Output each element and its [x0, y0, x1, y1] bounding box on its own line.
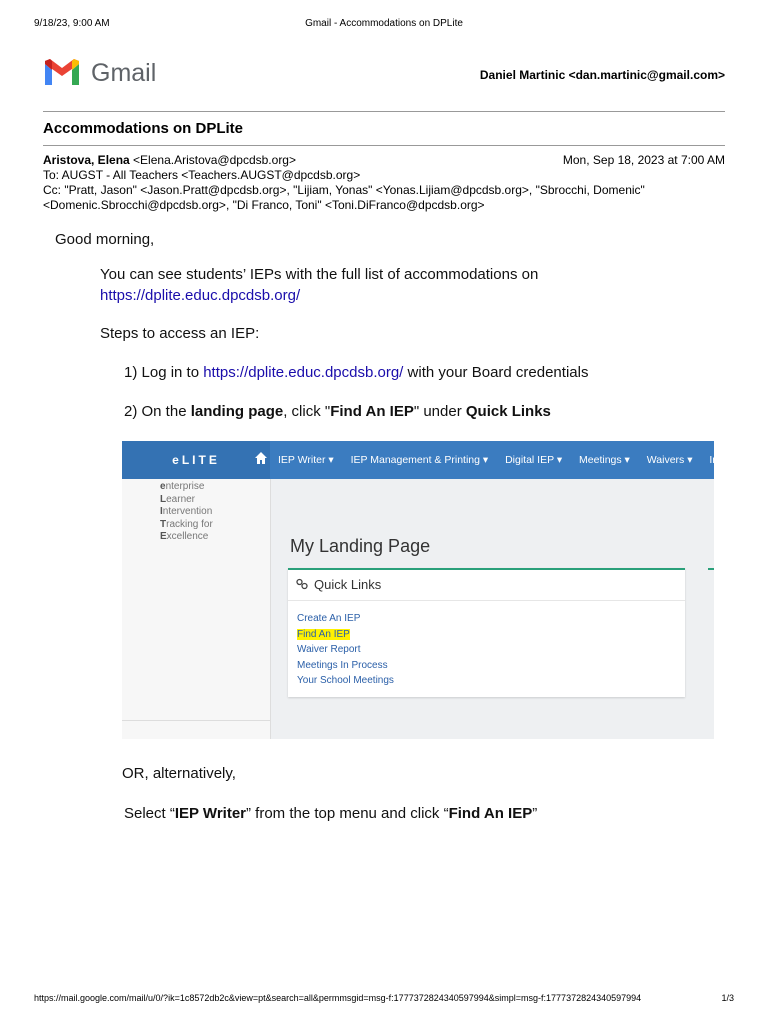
- elite-sidebar: [122, 479, 271, 739]
- acronym-word: earner: [166, 493, 196, 505]
- quick-link-school-meetings: Your School Meetings: [297, 675, 394, 686]
- greeting: Good morning,: [55, 231, 155, 248]
- quick-links-card: [288, 568, 685, 697]
- step-1-prefix: 1) Log in to: [124, 364, 204, 381]
- menu-waivers: Waivers ▾: [646, 454, 693, 466]
- gmail-header: [43, 56, 725, 96]
- print-title: Gmail - Accommodations on DPLite: [305, 18, 463, 29]
- sender-name: Aristova, Elena: [43, 153, 130, 167]
- menu-truncated: In: [709, 454, 719, 466]
- elite-brand: eLITE: [122, 441, 270, 479]
- quick-links-text: Quick Links: [465, 403, 551, 420]
- menu-iep-management: IEP Management & Printing ▾: [350, 454, 489, 466]
- email-meta: [43, 153, 725, 213]
- dplite-link[interactable]: https://dplite.educ.dpcdsb.org/: [100, 287, 301, 304]
- acronym-letter: T: [160, 518, 167, 530]
- acronym-line: [160, 494, 213, 507]
- intro-paragraph: You can see students’ IEPs with the full list of accommodations on: [100, 266, 539, 283]
- acronym-letter: I: [160, 506, 163, 517]
- select-text: ” from the top menu and click “: [246, 805, 449, 822]
- menu-digital-iep: Digital IEP ▾: [505, 454, 563, 466]
- select-text: Select “: [124, 805, 175, 822]
- embedded-screenshot: [122, 441, 719, 739]
- step-2-text: " under: [413, 403, 466, 420]
- landing-page-text: landing page: [190, 403, 284, 420]
- menu-meetings: Meetings ▾: [579, 454, 630, 466]
- select-text: ”: [532, 805, 538, 822]
- quick-link-waiver-report: Waiver Report: [297, 644, 361, 655]
- quick-links-header: [288, 570, 685, 601]
- acronym-line: [160, 481, 213, 494]
- elite-navbar: [122, 441, 719, 479]
- acronym-line: [160, 519, 213, 532]
- acronym-word: ntervention: [162, 506, 213, 517]
- step-1: [124, 364, 588, 381]
- step-1-suffix: with your Board credentials: [403, 364, 589, 381]
- elite-acronym: [160, 481, 213, 544]
- menu-iep-writer: IEP Writer ▾: [278, 454, 334, 466]
- landing-page-title: My Landing Page: [290, 536, 431, 556]
- to-line: To: AUGST - All Teachers <Teachers.AUGST@dpcdsb.org>: [43, 168, 361, 182]
- step-2-text: 2) On the: [124, 403, 191, 420]
- sender-email: <Elena.Aristova@dpcdsb.org>: [133, 153, 296, 167]
- elite-menu: [278, 441, 732, 479]
- divider: [43, 111, 725, 112]
- email-subject: Accommodations on DPLite: [43, 120, 244, 137]
- email-date: Mon, Sep 18, 2023 at 7:00 AM: [562, 153, 725, 167]
- steps-intro: Steps to access an IEP:: [100, 325, 260, 342]
- iep-writer-text: IEP Writer: [174, 805, 246, 822]
- print-datetime: 9/18/23, 9:00 AM: [34, 18, 110, 29]
- gmail-wordmark: Gmail: [91, 59, 157, 87]
- acronym-word: racking for: [166, 518, 213, 530]
- account-label: Daniel Martinic <dan.martinic@gmail.com>: [479, 68, 725, 82]
- page-number: 1/3: [721, 993, 734, 1003]
- sidebar-footer: [122, 720, 270, 739]
- accent-line: [708, 568, 714, 570]
- select-instruction: [124, 805, 537, 822]
- acronym-letter: e: [160, 481, 166, 492]
- step-2: [124, 403, 551, 420]
- highlighted-link: Find An IEP: [297, 628, 350, 640]
- or-alternatively: OR, alternatively,: [122, 765, 236, 782]
- acronym-line: [160, 506, 213, 519]
- quick-links-title: Quick Links: [314, 577, 382, 592]
- quick-link-find-iep: [297, 627, 394, 643]
- quick-link-meetings-in-process: Meetings In Process: [297, 659, 388, 671]
- cc-line-continued: <Domenic.Sbrocchi@dpcdsb.org>, "Di Franco, Toni" <Toni.DiFranco@dpcdsb.org>: [43, 198, 485, 212]
- acronym-line: [160, 531, 213, 544]
- step-1-link[interactable]: https://dplite.educ.dpcdsb.org/: [203, 364, 404, 381]
- gmail-logo-icon: [43, 58, 81, 88]
- step-2-text: , click ": [283, 403, 331, 420]
- quick-links-list: [297, 611, 394, 689]
- quick-link-create-iep: Create An IEP: [297, 613, 361, 624]
- acronym-letter: E: [160, 531, 167, 542]
- home-icon: [254, 451, 268, 465]
- find-an-iep-text: Find An IEP: [448, 805, 533, 822]
- divider: [43, 145, 725, 146]
- find-an-iep-text: Find An IEP: [330, 403, 414, 420]
- acronym-word: xcellence: [166, 531, 209, 542]
- footer-url: https://mail.google.com/mail/u/0/?ik=1c8572db2c&view=pt&search=all&permmsgid=msg-f:1777372824340597994&simpl=msg-f:1777372824340597994: [34, 993, 642, 1003]
- link-icon: [296, 578, 308, 590]
- cc-line: Cc: "Pratt, Jason" <Jason.Pratt@dpcdsb.org>, "Lijiam, Yonas" <Yonas.Lijiam@dpcdsb.org>, "Sbrocchi, Domenic": [43, 183, 645, 197]
- acronym-word: nterprise: [165, 481, 205, 492]
- acronym-letter: L: [160, 493, 167, 505]
